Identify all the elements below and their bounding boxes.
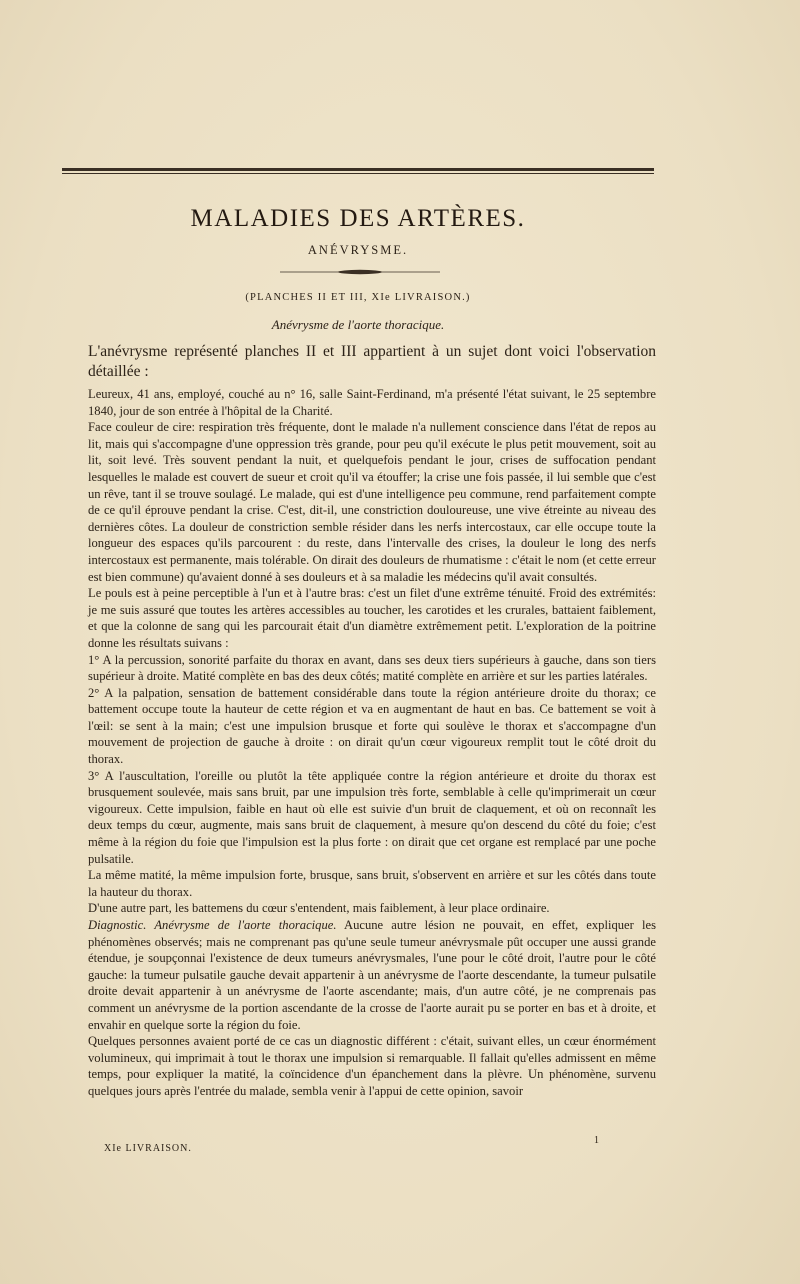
page-number: 1 (594, 1135, 599, 1146)
body-text (88, 342, 656, 1100)
paragraph-heart: D'une autre part, les battemens du cœur s'entendent, mais faiblement, à leur place ordinaire. (88, 901, 550, 916)
paragraph-pulse: Le pouls est à peine perceptible à l'un et à l'autre bras: c'est un filet d'une extrême ténuité. Froid des extrémités: je me suis assuré que toutes les artères accessibles au toucher, les carotides et les crurales, battaient faiblement, et que la colonne de sang qui les parcourait était d'un diamètre extrêmement petit. L'exploration de la poitrine donne les résultats suivans : (88, 586, 656, 650)
ornament-divider-icon (280, 268, 440, 276)
paragraph-face: Face couleur de cire: respiration très fréquente, dont le malade n'a nullement conscience dans l'état de repos au lit, mais qui s'accompagne d'une oppression très grande, pour peu qu'il exécute le plus petit mouvement, soit au lit, soit levé. Très souvent pendant la nuit, et quelquefois pendant le jour, crises de suffocation pendant lesquelles le malade est couvert de sueur et croit qu'il va étouffer; la crise une fois passée, il lui semble que c'est un rêve, tant il se trouve soulagé. Le malade, qui est d'une intelligence peu commune, rend parfaitement compte de ce qu'il éprouve pendant la crise. C'est, dit-il, une constriction douloureuse, une vive étreinte au niveau des dernières côtes. La douleur de constriction semble résider dans les nerfs intercostaux, car elle occupe toute la longueur des espaces qu'ils parcourent : du reste, dans l'intervalle des crises, la douleur le long des nerfs intercostaux est permanente, mais tolérable. On dirait des douleurs de rhumatisme : c'était le nom (et cette erreur est bien commune) qu'avaient donné à ses douleurs et à sa maladie les médecins qu'il avait consultés. (88, 420, 656, 584)
footer-signature: XIe LIVRAISON. (104, 1143, 192, 1154)
page-title: MALADIES DES ARTÈRES. (190, 205, 526, 232)
paragraph-diagnostic: Diagnostic. Anévrysme de l'aorte thoracique. Aucune autre lésion ne pouvait, en effet, expliquer les phénomènes observés; mais ne comprenant pas qu'une seule tumeur anévrysmale pût occuper une aussi grande étendue, je soupçonnai l'existence de deux tumeurs anévrysmales, l'une pour le côté droit, l'autre pour le côté gauche: la tumeur pulsatile gauche devait appartenir à un anévrysme de l'aorte descendante, la tumeur pulsatile droite devait appartenir à un anévrysme de l'aorte ascendante; mais, d'un autre côté, je ne comprenais pas comment un anévrysme de la portion ascendante de la crosse de l'aorte aurait pu se porter en bas et à droite, et envahir en quelque sorte la région du foie. (88, 918, 656, 1032)
paragraph-palpation: 2° A la palpation, sensation de battement considérable dans toute la région antérieure droite du thorax; ce battement occupe toute la hauteur de cette région et va en augmentant de haut en bas. Ce battement se voit à l'œil: se sent à la main; c'est une impulsion brusque et forte qui soulève le thorax et s'accompagne d'un mouvement de projection de gauche à droite : on dirait qu'un cœur vigoureux remplit tout le côté droit du thorax. (88, 685, 656, 767)
paragraph-matite: La même matité, la même impulsion forte, brusque, sans bruit, s'observent en arrière et sur les côtés dans toute la hauteur du thorax. (88, 868, 656, 899)
section-caption: Anévrysme de l'aorte thoracique. (271, 317, 445, 332)
paragraph-other-diagnosis: Quelques personnes avaient porté de ce cas un diagnostic différent : c'était, suivant elles, un cœur énormément volumineux, qui imprimait à tout le thorax une impulsion si remarquable. Il fallait qu'elles admissent en même temps, pour expliquer la matité, la coïncidence d'un épanchement dans la plèvre. Un phénomène, survenu quelques jours après l'entrée du malade, sembla venir à l'appui de cette opinion, savoir (88, 1034, 656, 1098)
plates-reference: (PLANCHES II ET III, XIe LIVRAISON.) (245, 292, 471, 303)
paragraph-intro: L'anévrysme représenté planches II et III appartient à un sujet dont voici l'observation détaillée : (88, 343, 656, 380)
page-subtitle: ANÉVRYSME. (307, 243, 409, 257)
paragraph-patient: Leureux, 41 ans, employé, couché au n° 16, salle Saint-Ferdinand, m'a présenté l'état suivant, le 25 septembre 1840, jour de son entrée à l'hôpital de la Charité. (88, 387, 656, 418)
paragraph-auscultation: 3° A l'auscultation, l'oreille ou plutôt la tête appliquée contre la région antérieure et droite du thorax est brusquement soulevée, mais sans bruit, par une impulsion très forte, semblable à celle qu'imprimerait un cœur vigoureux. Cette impulsion, faible en haut où elle est suivie d'un bruit de claquement, et où on reconnaît les deux temps du cœur, augmente, mais sans bruit de claquement, à mesure qu'on descend du côté du foie; c'est même à la région du foie que l'impulsion est la plus forte : on dirait que cet organe est remplacé par une poche pulsatile. (88, 768, 656, 866)
paragraph-percussion: 1° A la percussion, sonorité parfaite du thorax en avant, dans ses deux tiers supérieurs à gauche, dans son tiers supérieur à droite. Matité complète en bas des deux côtés; matité complète en arrière et sur les parties latérales. (88, 652, 656, 684)
diagnostic-lead: Diagnostic. Anévrysme de l'aorte thoracique. (88, 918, 337, 932)
top-double-rule (62, 168, 654, 174)
